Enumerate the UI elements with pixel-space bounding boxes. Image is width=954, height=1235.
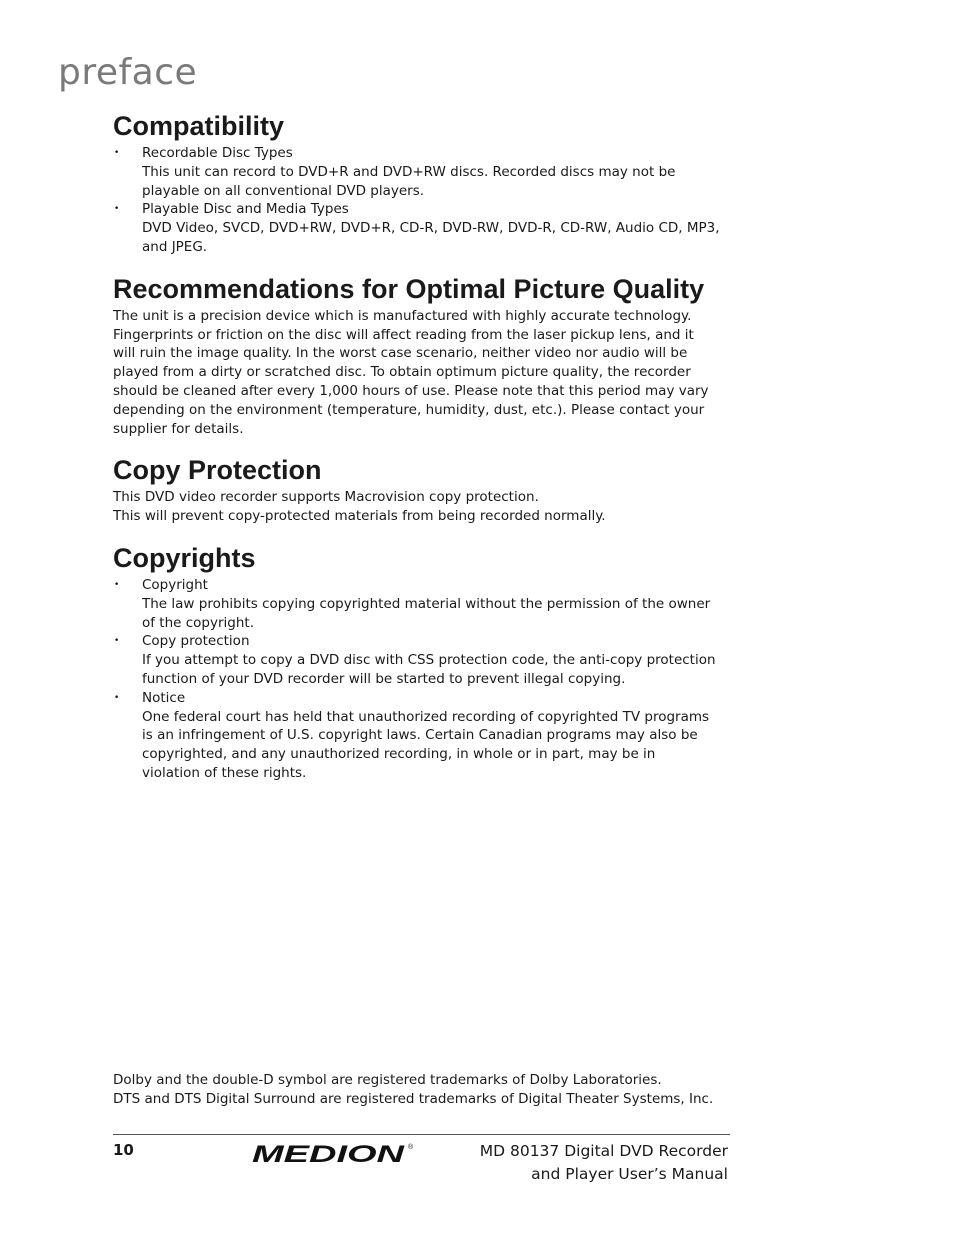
list-item-text: of the copyright.: [142, 614, 255, 631]
medion-logo-text: MEDION: [252, 1141, 406, 1167]
list-item-text: function of your DVD recorder will be started to prevent illegal copying.: [142, 670, 626, 687]
heading-copy-protection: Copy Protection: [113, 455, 322, 486]
section-copy-protection: [113, 452, 730, 526]
paragraph-line: played from a dirty or scratched disc. To obtain optimum picture quality, the recorder: [113, 364, 691, 381]
paragraph-line: Fingerprints or friction on the disc will affect reading from the laser pickup lens, and it: [113, 326, 694, 343]
list-item: [113, 632, 730, 688]
paragraph-line: should be cleaned after every 1,000 hours of use. Please note that this period may vary: [113, 382, 709, 399]
paragraph-line: This DVD video recorder supports Macrovision copy protection.: [113, 489, 539, 506]
chapter-title: preface: [58, 52, 198, 93]
list-item-text: One federal court has held that unauthorized recording of copyrighted TV programs: [142, 708, 710, 725]
list-item-term: • Recordable Disc Types: [142, 145, 293, 161]
list-item-text: This unit can record to DVD+R and DVD+RW discs. Recorded discs may not be: [142, 163, 676, 180]
list-item: [113, 144, 730, 200]
paragraph-line: depending on the environment (temperature, humidity, dust, etc.). Please contact your: [113, 401, 705, 418]
trademark-notice: [113, 1071, 753, 1109]
paragraph-line: supplier for details.: [113, 420, 244, 437]
picture-quality-paragraph: [113, 307, 730, 439]
heading-copyrights: Copyrights: [113, 542, 256, 573]
trademark-line: Dolby and the double-D symbol are registered trademarks of Dolby Laboratories.: [113, 1072, 662, 1088]
list-item-text: DVD Video, SVCD, DVD+RW, DVD+R, CD-R, DVD-RW, DVD-R, CD-RW, Audio CD, MP3,: [142, 220, 720, 237]
list-item-text: If you attempt to copy a DVD disc with CSS protection code, the anti-copy protection: [142, 652, 716, 669]
copyrights-list: [113, 576, 730, 783]
list-item-text: playable on all conventional DVD players.: [142, 182, 425, 199]
list-item-text: is an infringement of U.S. copyright laws. Certain Canadian programs may also be: [142, 727, 698, 744]
main-content: [113, 108, 730, 797]
manual-title-line: and Player User’s Manual: [531, 1165, 728, 1183]
heading-compatibility: Compatibility: [113, 111, 285, 141]
section-picture-quality: [113, 271, 730, 439]
list-item: [113, 576, 730, 632]
list-item-text: and JPEG.: [142, 238, 208, 255]
list-item-term: • Copy protection: [142, 633, 250, 650]
medion-logo-graphic: [252, 1141, 422, 1167]
section-compatibility: [113, 108, 730, 257]
trademark-line: DTS and DTS Digital Surround are registered trademarks of Digital Theater Systems, Inc.: [113, 1090, 714, 1107]
list-item-term: • Copyright: [142, 576, 208, 593]
list-item: [113, 200, 730, 256]
footer-divider: [113, 1134, 730, 1135]
paragraph-line: This will prevent copy-protected materials from being recorded normally.: [113, 508, 606, 525]
list-item-text: violation of these rights.: [142, 764, 307, 781]
manual-title: [480, 1140, 728, 1186]
list-item-text: copyrighted, and any unauthorized recording, in whole or in part, may be in: [142, 746, 656, 763]
medion-logo: [252, 1141, 422, 1171]
list-item: [113, 689, 730, 783]
page-number: 10: [113, 1141, 134, 1159]
list-item-term: • Notice: [142, 689, 186, 706]
manual-title-line: MD 80137 Digital DVD Recorder: [479, 1142, 728, 1160]
section-copyrights: [113, 540, 730, 783]
paragraph-line: The unit is a precision device which is manufactured with highly accurate technology.: [113, 307, 692, 324]
heading-picture-quality: Recommendations for Optimal Picture Quality: [113, 273, 705, 304]
copy-protection-paragraph: [113, 488, 730, 526]
compatibility-list: [113, 144, 730, 257]
paragraph-line: will ruin the image quality. In the worst case scenario, neither video nor audio will be: [113, 345, 688, 362]
registered-mark: ®: [408, 1144, 414, 1151]
list-item-text: The law prohibits copying copyrighted material without the permission of the owner: [142, 595, 711, 612]
list-item-term: • Playable Disc and Media Types: [142, 201, 349, 218]
